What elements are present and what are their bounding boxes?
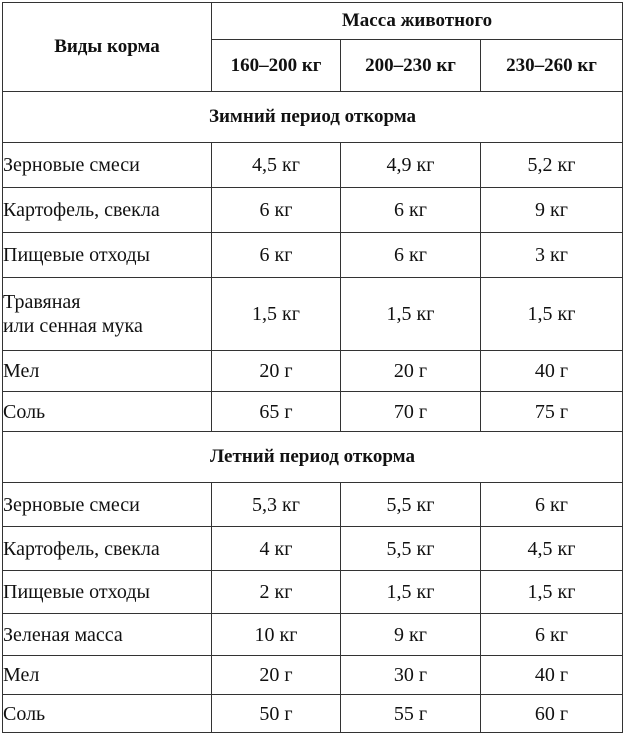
value-cell: 2 кг — [212, 571, 341, 614]
value-cell: 10 кг — [212, 614, 341, 656]
value-cell: 5,3 кг — [212, 483, 341, 527]
value-cell: 6 кг — [212, 188, 341, 233]
value-cell: 9 кг — [341, 614, 481, 656]
value-cell: 20 г — [212, 351, 341, 392]
value-cell: 1,5 кг — [341, 278, 481, 351]
feed-name-cell: Соль — [3, 392, 212, 432]
header-animal-mass: Масса животного — [212, 3, 623, 40]
value-cell: 6 кг — [481, 483, 623, 527]
table-row — [3, 278, 623, 351]
value-cell: 6 кг — [341, 233, 481, 278]
value-cell: 40 г — [481, 351, 623, 392]
value-cell: 75 г — [481, 392, 623, 432]
value-cell: 65 г — [212, 392, 341, 432]
section-title-row — [3, 432, 623, 483]
table-row — [3, 188, 623, 233]
feed-name-cell: Пищевые отходы — [3, 233, 212, 278]
value-cell: 4,5 кг — [212, 143, 341, 188]
value-cell: 3 кг — [481, 233, 623, 278]
feed-name-cell: Картофель, свекла — [3, 527, 212, 571]
value-cell: 40 г — [481, 656, 623, 695]
value-cell: 5,5 кг — [341, 527, 481, 571]
feed-name-cell: Зерновые смеси — [3, 483, 212, 527]
table-row — [3, 483, 623, 527]
section-title-summer: Летний период откорма — [3, 432, 623, 483]
feed-name-cell: Зерновые смеси — [3, 143, 212, 188]
section-title-row — [3, 92, 623, 143]
feed-name-cell: Пищевые отходы — [3, 571, 212, 614]
value-cell: 1,5 кг — [341, 571, 481, 614]
value-cell: 4,9 кг — [341, 143, 481, 188]
header-feed-type: Виды корма — [3, 3, 212, 92]
header-mass-range-2: 200–230 кг — [341, 40, 481, 92]
value-cell: 20 г — [212, 656, 341, 695]
value-cell: 70 г — [341, 392, 481, 432]
feed-name-cell: Травяная или сенная мука — [3, 278, 212, 351]
table-row — [3, 392, 623, 432]
table-row — [3, 527, 623, 571]
table-row — [3, 233, 623, 278]
value-cell: 30 г — [341, 656, 481, 695]
feed-name-cell: Картофель, свекла — [3, 188, 212, 233]
header-mass-range-3: 230–260 кг — [481, 40, 623, 92]
value-cell: 1,5 кг — [481, 278, 623, 351]
table-row — [3, 351, 623, 392]
section-title-winter: Зимний период откорма — [3, 92, 623, 143]
value-cell: 5,5 кг — [341, 483, 481, 527]
feed-name-cell: Соль — [3, 695, 212, 733]
value-cell: 6 кг — [212, 233, 341, 278]
value-cell: 6 кг — [341, 188, 481, 233]
value-cell: 1,5 кг — [481, 571, 623, 614]
table-row — [3, 614, 623, 656]
value-cell: 5,2 кг — [481, 143, 623, 188]
value-cell: 4 кг — [212, 527, 341, 571]
value-cell: 60 г — [481, 695, 623, 733]
value-cell: 4,5 кг — [481, 527, 623, 571]
table-row — [3, 656, 623, 695]
value-cell: 55 г — [341, 695, 481, 733]
header-mass-range-1: 160–200 кг — [212, 40, 341, 92]
feed-name-cell: Мел — [3, 656, 212, 695]
feed-name-cell: Зеленая масса — [3, 614, 212, 656]
value-cell: 20 г — [341, 351, 481, 392]
value-cell: 9 кг — [481, 188, 623, 233]
table-row — [3, 571, 623, 614]
value-cell: 1,5 кг — [212, 278, 341, 351]
value-cell: 6 кг — [481, 614, 623, 656]
feed-ration-table — [2, 2, 623, 733]
header-row-1 — [3, 3, 623, 40]
table-row — [3, 143, 623, 188]
value-cell: 50 г — [212, 695, 341, 733]
table-row — [3, 695, 623, 733]
feed-name-cell: Мел — [3, 351, 212, 392]
